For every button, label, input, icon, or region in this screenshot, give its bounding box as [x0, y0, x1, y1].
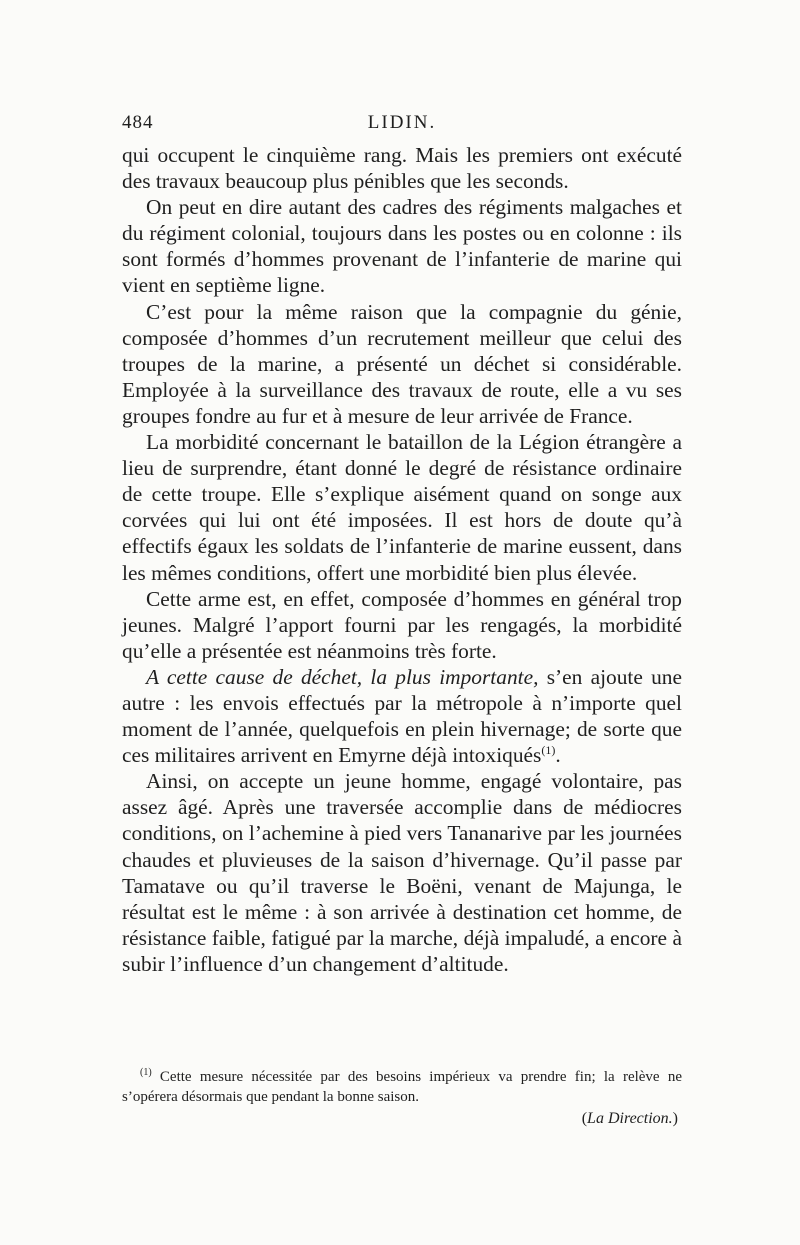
footnote-text: Cette mesure nécessitée par des besoins impérieux va prendre fin; la relève ne s’opérera désormais que pendant la bonne saison. [122, 1069, 682, 1105]
paragraph-4: La morbidité concernant le bataillon de la Légion étrangère a lieu de surprendre, étant donné le degré de résistance ordinaire de cette troupe. Elle s’explique aisément quand on songe aux corvées qui lui ont été imposées. Il est hors de doute qu’à effectifs égaux les soldats de l’infanterie de marine eussent, dans les mêmes conditions, offert une morbidité bien plus élevée. [122, 430, 682, 585]
paragraph-7: Ainsi, on accepte un jeune homme, engagé volontaire, pas assez âgé. Après une traversée accomplie dans de médiocres conditions, on l’achemine à pied vers Tananarive par les journées chaudes et pluvieuses de la saison d’hivernage. Qu’il passe par Tamatave ou qu’il traverse le Boëni, venant de Majunga, le résultat est le même : à son arrivée à destination cet homme, de résistance faible, fatigué par la marche, déjà impaludé, a encore à subir l’influence d’un changement d’altitude. [122, 769, 682, 976]
signature-close-paren: ) [672, 1110, 678, 1127]
footnote-text-line [122, 1067, 682, 1107]
paragraph-3: C’est pour la même raison que la compagnie du génie, composée d’hommes d’un recrutement meilleur que celui des troupes de la marine, a présenté un déchet si considérable. Employée à la surveillance des travaux de route, elle a vu ses groupes fondre au fur et à mesure de leur arrivée de France. [122, 299, 682, 428]
paragraph-6-text: s’en ajoute une autre : les envois effectués par la métropole à n’importe quel moment de l’année, quelquefois en plein hivernage; de sorte que ces militaires arrivent en Emyrne déjà intoxiqués [122, 664, 682, 768]
paragraph-6-italic: A cette cause de déchet, la plus importante, [146, 664, 539, 689]
footnote [122, 1067, 682, 1129]
footnote-marker: (1) [140, 1067, 152, 1078]
signature-open-paren: ( [581, 1110, 588, 1127]
paragraph-1: qui occupent le cinquième rang. Mais les premiers ont exécuté des travaux beaucoup plus pénibles que les seconds. [122, 143, 682, 194]
body-text [122, 142, 682, 977]
paragraph-6-end: . [555, 743, 561, 768]
paragraph-6 [122, 664, 682, 768]
footnote-reference: (1) [541, 743, 556, 758]
page-header [122, 112, 682, 142]
running-head: LIDIN. [367, 112, 437, 133]
footnote-signature [122, 1109, 682, 1129]
signature-name: La Direction. [587, 1110, 673, 1127]
page-number: 484 [122, 112, 154, 133]
paragraph-2: On peut en dire autant des cadres des régiments malgaches et du régiment colonial, toujours dans les postes ou en colonne : ils sont formés d’hommes provenant de l’infanterie de marine qui vient en septième ligne. [122, 195, 682, 298]
paragraph-5: Cette arme est, en effet, composée d’hommes en général trop jeunes. Malgré l’apport fourni par les rengagés, la morbidité qu’elle a présentée est néanmoins très forte. [122, 586, 682, 663]
